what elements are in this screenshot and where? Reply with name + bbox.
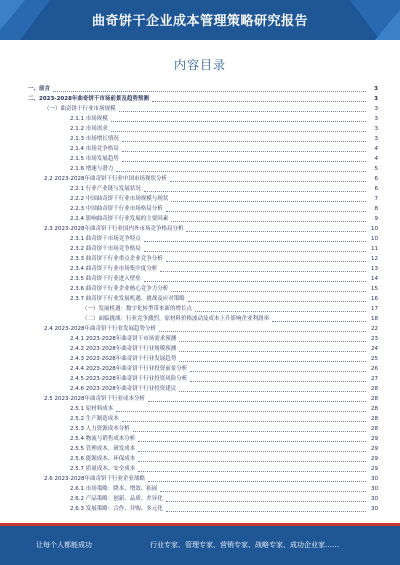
toc-leader-dots <box>122 161 366 162</box>
toc-entry-text: 2.1.5 市场发展趋势 <box>70 156 119 162</box>
toc-entry[interactable] <box>22 424 378 434</box>
toc-leader-dots <box>116 411 366 412</box>
toc-entry-page: 30 <box>371 486 378 492</box>
toc-leader-dots <box>179 391 366 392</box>
toc-leader-dots <box>148 481 366 482</box>
toc-entry-text: 2.2.2 中国曲奇饼干行业市场规模与现状 <box>70 196 169 202</box>
toc-leader-dots <box>122 141 366 142</box>
toc-entry-page: 26 <box>371 366 378 372</box>
toc-leader-dots <box>188 301 366 302</box>
toc-entry-text: 2.6.2 产品策略：创新、品质、差异化 <box>70 496 163 502</box>
toc-entry[interactable] <box>22 164 378 174</box>
toc-entry[interactable] <box>22 244 378 254</box>
toc-leader-dots <box>171 221 366 222</box>
toc-leader-dots <box>138 461 366 462</box>
toc-leader-dots <box>53 91 366 92</box>
toc-leader-dots <box>152 101 366 102</box>
toc-entry-page: 13 <box>371 266 378 272</box>
toc-entry-page: 3 <box>374 106 378 112</box>
toc-entry-text: 2.4.3 2023-2028年曲奇饼干行业发展趋势 <box>70 356 177 362</box>
toc-entry-text: （二）面临挑战：行业竞争激烈，原材料价格波动及成本上升影响企业利润率 <box>82 316 270 322</box>
toc-entry[interactable] <box>22 184 378 194</box>
toc-entry[interactable] <box>22 314 378 324</box>
toc-leader-dots <box>122 151 366 152</box>
footer-experts: 行业专家、管理专家、营销专家、战略专家、成功企业家…… <box>150 541 339 549</box>
toc-entry-text: 2.5.2 生产制造成本 <box>70 416 119 422</box>
toc-entry-page: 28 <box>371 396 378 402</box>
toc-entry[interactable] <box>22 124 378 134</box>
toc-entry[interactable] <box>22 494 378 504</box>
toc-entry-page: 3 <box>374 136 378 142</box>
toc-leader-dots <box>190 371 366 372</box>
toc-entry-text: 2.6.1 市场策略：降本、增效、拓展 <box>70 486 158 492</box>
toc-entry-text: 2.5.4 物流与销售成本分析 <box>70 436 136 442</box>
toc-leader-dots <box>166 261 366 262</box>
toc-entry[interactable] <box>22 384 378 394</box>
toc-entry-page: 7 <box>374 196 378 202</box>
toc-entry-page: 5 <box>374 166 378 172</box>
toc-entry-page: 3 <box>374 96 378 102</box>
toc-entry-text: 2.5.6 能源成本、环保成本 <box>70 456 136 462</box>
toc-entry[interactable] <box>22 484 378 494</box>
toc-title: 内容目录 <box>173 58 226 72</box>
toc-leader-dots <box>166 511 366 512</box>
toc-entry-page: 10 <box>371 236 378 242</box>
toc-entry-page: 6 <box>374 186 378 192</box>
toc-entry[interactable] <box>22 454 378 464</box>
toc-entry[interactable] <box>22 274 378 284</box>
toc-entry-page: 30 <box>371 496 378 502</box>
toc-entry-page: 25 <box>371 356 378 362</box>
toc-leader-dots <box>144 191 366 192</box>
toc-entry-text: （一）发展机遇：数字化转型带来新的增长点 <box>82 306 193 312</box>
toc-leader-dots <box>138 471 366 472</box>
toc-entry-text: 2.5.3 人力资源成本分析 <box>70 426 130 432</box>
toc-leader-dots <box>144 281 366 282</box>
toc-entry-text: 2.4 2023-2028年曲奇饼干行业发展趋势分析 <box>44 326 156 332</box>
toc-leader-dots <box>160 271 366 272</box>
toc-leader-dots <box>138 451 366 452</box>
toc-entry[interactable] <box>22 284 378 294</box>
toc-entry[interactable] <box>22 174 378 184</box>
toc-entry-text: 2.1.3 市场增长情况 <box>70 136 119 142</box>
toc-entry[interactable] <box>22 324 378 334</box>
toc-leader-dots <box>148 401 366 402</box>
toc-entry-page: 17 <box>371 306 378 312</box>
toc-entry-page: 16 <box>371 296 378 302</box>
toc-entry[interactable] <box>22 134 378 144</box>
toc-entry-text: 2.3.2 曲奇饼干市场竞争格局 <box>70 246 141 252</box>
toc-entry-text: 2.1.6 增速与潜力 <box>70 166 114 172</box>
toc-entry-page: 30 <box>371 476 378 482</box>
toc-entry-text: 2.2.1 行业产业链与发展状况 <box>70 186 141 192</box>
toc-entry[interactable] <box>22 294 378 304</box>
toc-entry[interactable] <box>22 304 378 314</box>
table-of-contents <box>22 84 378 514</box>
toc-entry-text: 2.3.6 曲奇饼干行业企业核心竞争力分析 <box>70 286 169 292</box>
toc-entry-page: 24 <box>371 346 378 352</box>
toc-leader-dots <box>179 361 366 362</box>
toc-leader-dots <box>159 331 366 332</box>
toc-leader-dots <box>272 321 366 322</box>
toc-entry-page: 14 <box>371 276 378 282</box>
toc-leader-dots <box>179 341 366 342</box>
toc-leader-dots <box>111 121 366 122</box>
toc-leader-dots <box>171 291 366 292</box>
toc-entry-page: 3 <box>374 116 378 122</box>
toc-leader-dots <box>119 111 366 112</box>
toc-entry-page: 6 <box>374 176 378 182</box>
toc-entry-text: 2.3.5 曲奇饼干行业进入壁垒 <box>70 276 141 282</box>
toc-entry-page: 29 <box>371 446 378 452</box>
toc-entry[interactable] <box>22 144 378 154</box>
toc-leader-dots <box>160 491 366 492</box>
toc-entry[interactable] <box>22 374 378 384</box>
toc-leader-dots <box>166 501 366 502</box>
toc-entry-page: 15 <box>371 286 378 292</box>
toc-entry-text: 2.1.1 市场规模 <box>70 116 108 122</box>
toc-entry-page: 27 <box>371 376 378 382</box>
toc-entry-page: 11 <box>371 246 378 252</box>
toc-entry-page: 3 <box>374 126 378 132</box>
toc-entry[interactable] <box>22 504 378 514</box>
toc-entry[interactable] <box>22 264 378 274</box>
toc-entry[interactable] <box>22 354 378 364</box>
toc-entry-text: 2.4.2 2023-2028年曲奇饼干行业规模预测 <box>70 346 177 352</box>
toc-entry-page: 12 <box>371 256 378 262</box>
toc-entry-text: （一）曲奇饼干行业市场规模 <box>44 106 116 112</box>
toc-entry-page: 29 <box>371 456 378 462</box>
toc-entry[interactable] <box>22 334 378 344</box>
toc-leader-dots <box>144 241 366 242</box>
toc-entry-page: 30 <box>371 506 378 512</box>
toc-leader-dots <box>186 231 366 232</box>
toc-entry[interactable] <box>22 234 378 244</box>
toc-entry[interactable] <box>22 474 378 484</box>
toc-entry-page: 3 <box>374 86 378 92</box>
toc-entry-text: 2.4.4 2023-2028年曲奇饼干行业投资前景分析 <box>70 366 188 372</box>
toc-entry-text: 2.2 2023-2028年曲奇饼干行业中国市场现状分析 <box>44 176 167 182</box>
toc-entry-text: 2.3 2023-2028年曲奇饼干行业国内外市场竞争格局分析 <box>44 226 184 232</box>
toc-entry-text: 2.4.1 2023-2028年曲奇饼干市场需求预测 <box>70 336 177 342</box>
toc-entry-text: 二、2023-2028年曲奇饼干市场前景及趋势预测 <box>28 96 149 102</box>
toc-entry-page: 29 <box>371 436 378 442</box>
toc-entry[interactable] <box>22 94 378 104</box>
toc-entry-page: 8 <box>374 206 378 212</box>
toc-entry[interactable] <box>22 154 378 164</box>
toc-entry-text: 2.3.4 曲奇饼干行业市场集中度分析 <box>70 266 158 272</box>
toc-entry-text: 2.3.3 曲奇饼干行业重点企业竞争分析 <box>70 256 163 262</box>
toc-entry-text: 2.1.2 市场需求 <box>70 126 108 132</box>
toc-leader-dots <box>166 211 366 212</box>
toc-entry-page: 28 <box>371 386 378 392</box>
toc-entry-text: 2.5.5 管理成本、研发成本 <box>70 446 136 452</box>
toc-entry[interactable] <box>22 444 378 454</box>
toc-entry[interactable] <box>22 224 378 234</box>
toc-entry-page: 4 <box>374 146 378 152</box>
toc-entry[interactable] <box>22 104 378 114</box>
toc-entry-text: 2.3.1 曲奇饼干市场竞争特点 <box>70 236 141 242</box>
toc-entry-page: 28 <box>371 416 378 422</box>
toc-entry-text: 2.2.4 影响曲奇饼干行业发展的主要因素 <box>70 216 169 222</box>
toc-entry[interactable] <box>22 254 378 264</box>
toc-entry-text: 2.4.6 2023-2028年曲奇饼干行业投资建议 <box>70 386 177 392</box>
toc-leader-dots <box>122 421 366 422</box>
toc-entry-page: 9 <box>374 216 378 222</box>
toc-entry[interactable] <box>22 194 378 204</box>
toc-entry[interactable] <box>22 414 378 424</box>
toc-leader-dots <box>144 251 366 252</box>
toc-entry[interactable] <box>22 344 378 354</box>
toc-entry-text: 一、前言 <box>28 86 51 92</box>
toc-entry[interactable] <box>22 84 378 94</box>
report-title: 曲奇饼干企业成本管理策略研究报告 <box>91 14 308 29</box>
toc-entry[interactable] <box>22 364 378 374</box>
toc-entry[interactable] <box>22 464 378 474</box>
toc-entry-text: 2.5.7 质量成本、安全成本 <box>70 466 136 472</box>
toc-entry[interactable] <box>22 434 378 444</box>
toc-entry-page: 10 <box>371 226 378 232</box>
toc-entry-page: 22 <box>371 326 378 332</box>
toc-entry-page: 29 <box>371 466 378 472</box>
toc-entry-page: 4 <box>374 156 378 162</box>
toc-entry-page: 23 <box>371 336 378 342</box>
toc-entry-text: 2.2.3 中国曲奇饼干行业市场格局分析 <box>70 206 163 212</box>
toc-entry[interactable] <box>22 404 378 414</box>
toc-leader-dots <box>116 171 366 172</box>
toc-entry-text: 2.3.7 曲奇饼干行业发展机遇、挑战及应对策略 <box>70 296 185 302</box>
toc-leader-dots <box>138 441 366 442</box>
toc-leader-dots <box>171 201 366 202</box>
toc-leader-dots <box>190 381 366 382</box>
toc-entry-page: 28 <box>371 426 378 432</box>
toc-entry-text: 2.6.3 发展策略：合作、并购、多元化 <box>70 506 163 512</box>
toc-entry-page: 18 <box>371 316 378 322</box>
footer-slogan: 让每个人都能成功 <box>36 541 92 549</box>
toc-entry[interactable] <box>22 114 378 124</box>
toc-leader-dots <box>133 431 366 432</box>
toc-entry-text: 2.5.1 原材料成本 <box>70 406 114 412</box>
toc-entry-text: 2.1.4 市场竞争格局 <box>70 146 119 152</box>
toc-leader-dots <box>170 181 366 182</box>
toc-entry[interactable] <box>22 214 378 224</box>
toc-leader-dots <box>179 351 366 352</box>
toc-leader-dots <box>111 131 366 132</box>
toc-entry[interactable] <box>22 204 378 214</box>
toc-entry-text: 2.6 2023-2028年曲奇饼干行业企业战略 <box>44 476 145 482</box>
toc-leader-dots <box>195 311 366 312</box>
toc-entry-text: 2.4.5 2023-2028年曲奇饼干行业投资风险分析 <box>70 376 188 382</box>
toc-entry[interactable] <box>22 394 378 404</box>
toc-entry-text: 2.5 2023-2028年曲奇饼干行业成本分析 <box>44 396 145 402</box>
toc-entry-page: 28 <box>371 406 378 412</box>
